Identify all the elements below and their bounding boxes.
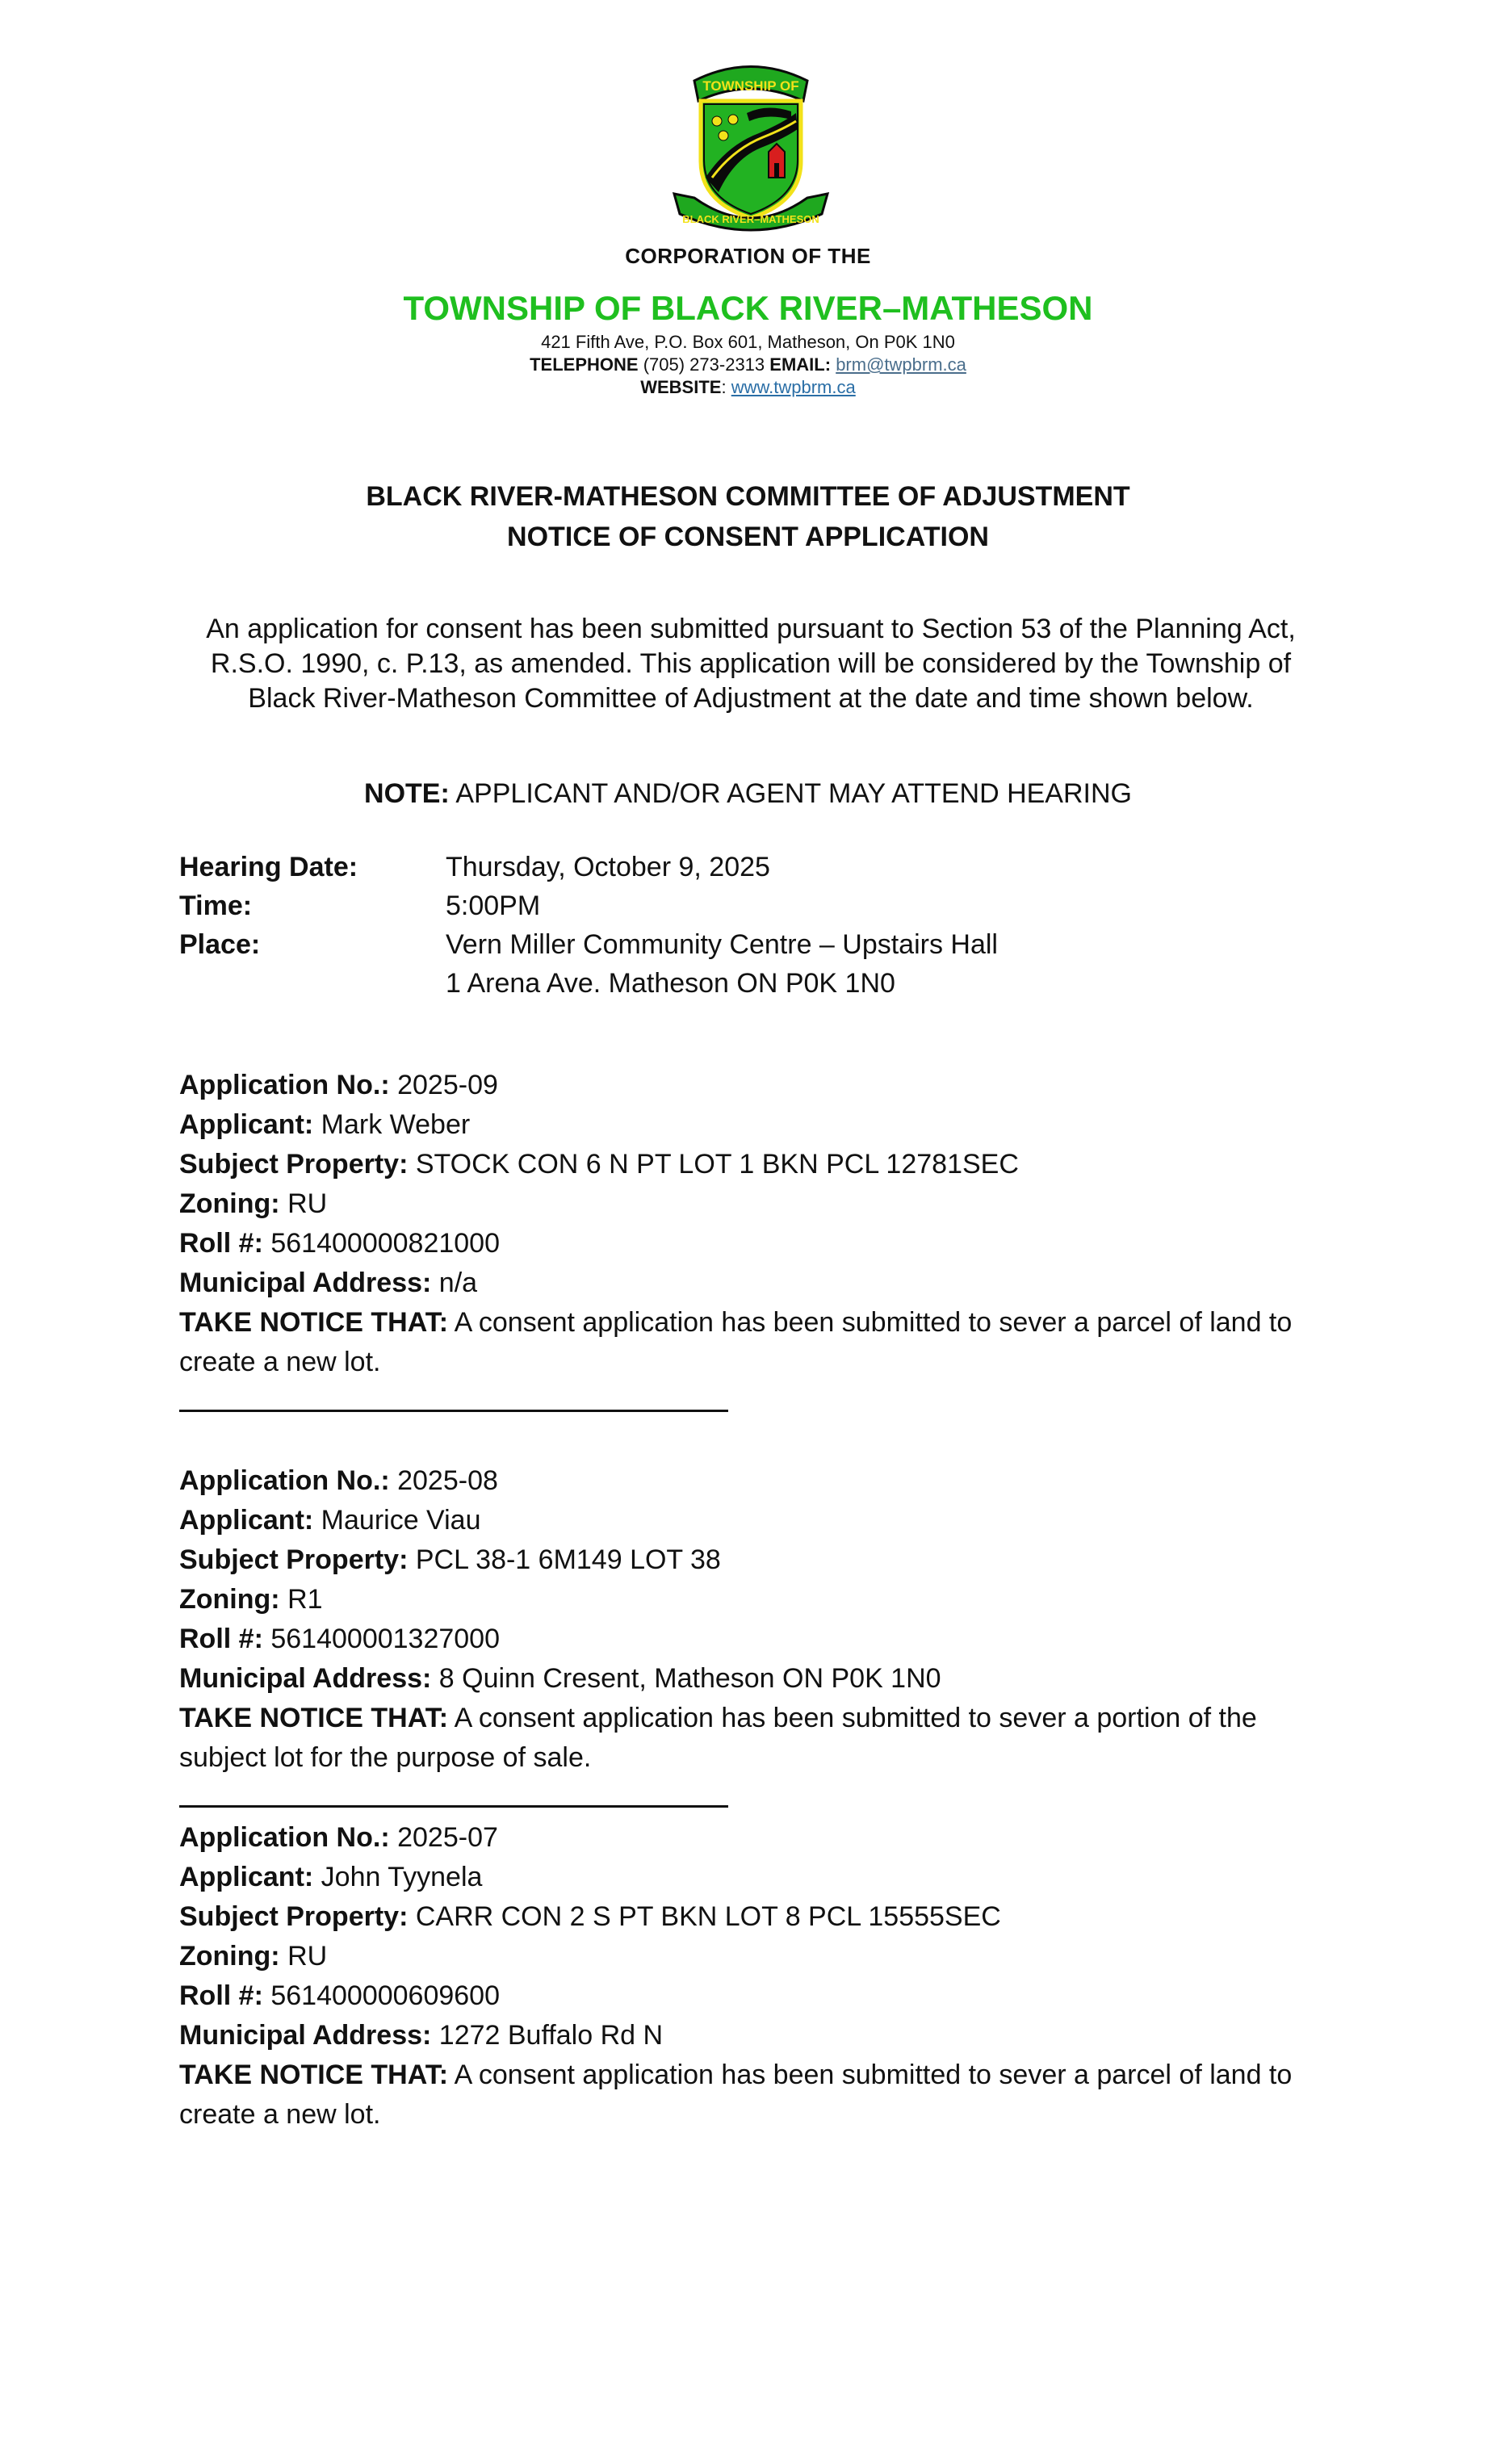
subject-property-label: Subject Property: — [179, 1544, 409, 1575]
application-number: 2025-07 — [397, 1822, 498, 1853]
applicant-name: Mark Weber — [321, 1109, 471, 1140]
take-notice-label: TAKE NOTICE THAT: — [179, 2060, 449, 2090]
note-label: NOTE: — [364, 778, 450, 809]
roll-value: 561400000821000 — [270, 1228, 500, 1259]
subject-property-line — [179, 1897, 1326, 1937]
applicant-name: John Tyynela — [321, 1862, 483, 1892]
email-link[interactable]: brm@twpbrm.ca — [836, 354, 966, 375]
subject-property-label: Subject Property: — [179, 1901, 409, 1932]
application-block — [179, 1066, 1326, 1382]
website-label: WEBSITE — [640, 377, 722, 397]
application-block — [179, 1461, 1326, 1778]
municipal-address-line — [179, 1263, 1326, 1303]
application-number: 2025-08 — [397, 1465, 498, 1496]
municipal-address-value: 1272 Buffalo Rd N — [438, 2020, 664, 2051]
take-notice-paragraph — [179, 1303, 1326, 1382]
zoning-value: RU — [287, 1941, 328, 1972]
township-title: TOWNSHIP OF BLACK RIVER–MATHESON — [403, 289, 1093, 327]
application-number-label: Application No.: — [179, 1465, 390, 1496]
take-notice-text: A consent application has been submitted to sever a parcel of land to create a new lot. — [179, 2060, 1293, 2130]
application-number: 2025-09 — [397, 1070, 498, 1100]
zoning-label: Zoning: — [179, 1188, 280, 1219]
application-number-label: Application No.: — [179, 1822, 390, 1853]
township-crest-logo — [670, 57, 832, 234]
applicant-label: Applicant: — [179, 1862, 314, 1892]
roll-label: Roll #: — [179, 1228, 263, 1259]
notice-heading: NOTICE OF CONSENT APPLICATION — [507, 522, 989, 552]
subject-property-value: STOCK CON 6 N PT LOT 1 BKN PCL 12781SEC — [415, 1149, 1019, 1180]
roll-line — [179, 1224, 1326, 1263]
telephone-value: (705) 273-2313 — [643, 354, 765, 375]
applicant-label: Applicant: — [179, 1505, 314, 1536]
hearing-place-label: Place: — [179, 929, 261, 960]
applicant-line — [179, 1858, 1326, 1897]
address-line — [0, 331, 1496, 354]
application-number-line — [179, 1066, 1326, 1105]
roll-value: 561400001327000 — [270, 1624, 500, 1654]
application-block — [179, 1818, 1326, 2135]
telephone-label: TELEPHONE — [530, 354, 639, 375]
website-line: WEBSITE: www.twpbrm.ca — [640, 377, 856, 397]
address-text: 421 Fifth Ave, P.O. Box 601, Matheson, On P0K 1N0 — [541, 332, 955, 352]
application-number-line — [179, 1461, 1326, 1501]
crest-banner-bottom-text: BLACK RIVER–MATHESON — [682, 213, 819, 225]
municipal-address-label: Municipal Address: — [179, 2020, 432, 2051]
applicant-line — [179, 1105, 1326, 1145]
zoning-line — [179, 1184, 1326, 1224]
hearing-date-value: Thursday, October 9, 2025 — [446, 852, 770, 882]
hearing-time-label: Time: — [179, 890, 253, 921]
contact-line: TELEPHONE (705) 273-2313 EMAIL: brm@twpbrm.ca — [530, 354, 966, 375]
applicant-line — [179, 1501, 1326, 1540]
application-number-label: Application No.: — [179, 1070, 390, 1100]
take-notice-paragraph — [179, 1699, 1326, 1778]
take-notice-text: A consent application has been submitted to sever a parcel of land to create a new lot. — [179, 1307, 1293, 1377]
municipal-address-line — [179, 2016, 1326, 2055]
roll-line — [179, 1620, 1326, 1659]
zoning-label: Zoning: — [179, 1941, 280, 1972]
roll-label: Roll #: — [179, 1980, 263, 2011]
municipal-address-label: Municipal Address: — [179, 1268, 432, 1298]
roll-line — [179, 1976, 1326, 2016]
divider-rule — [179, 1410, 728, 1412]
email-label: EMAIL — [769, 354, 825, 375]
zoning-value: RU — [287, 1188, 328, 1219]
municipal-address-value: n/a — [438, 1268, 478, 1298]
municipal-address-label: Municipal Address: — [179, 1663, 432, 1694]
roll-label: Roll #: — [179, 1624, 263, 1654]
subject-property-line — [179, 1145, 1326, 1184]
application-number-line — [179, 1818, 1326, 1858]
municipal-address-value: 8 Quinn Cresent, Matheson ON P0K 1N0 — [438, 1663, 941, 1694]
take-notice-text: A consent application has been submitted to sever a portion of the subject lot for the purpose of sale. — [179, 1703, 1257, 1773]
subject-property-value: CARR CON 2 S PT BKN LOT 8 PCL 15555SEC — [415, 1901, 1001, 1932]
zoning-line — [179, 1580, 1326, 1620]
zoning-line — [179, 1937, 1326, 1976]
applicant-label: Applicant: — [179, 1109, 314, 1140]
subject-property-label: Subject Property: — [179, 1149, 409, 1180]
zoning-label: Zoning: — [179, 1584, 280, 1615]
divider-rule — [179, 1805, 728, 1808]
committee-heading: BLACK RIVER-MATHESON COMMITTEE OF ADJUSTMENT — [366, 481, 1130, 512]
zoning-value: R1 — [287, 1584, 323, 1615]
municipal-address-line — [179, 1659, 1326, 1699]
website-link[interactable]: www.twpbrm.ca — [731, 377, 856, 397]
crest-banner-top-text: TOWNSHIP OF — [702, 78, 799, 94]
intro-paragraph: An application for consent has been submitted pursuant to Section 53 of the Planning Act, R.S.O. 1990, c. P.13, as amended. This application will be considered by the Township of Black River-Matheson Committee of Adjustment at the date and time shown below. — [206, 614, 1296, 714]
note-text: APPLICANT AND/OR AGENT MAY ATTEND HEARING — [455, 778, 1132, 809]
hearing-place-line2: 1 Arena Ave. Matheson ON P0K 1N0 — [446, 968, 895, 999]
corporation-line: CORPORATION OF THE — [625, 244, 871, 268]
hearing-place-line1: Vern Miller Community Centre – Upstairs Hall — [446, 929, 998, 960]
roll-value: 561400000609600 — [270, 1980, 500, 2011]
note-line — [0, 777, 1496, 811]
take-notice-label: TAKE NOTICE THAT: — [179, 1307, 449, 1338]
subject-property-value: PCL 38-1 6M149 LOT 38 — [415, 1544, 721, 1575]
hearing-date-label: Hearing Date: — [179, 852, 358, 882]
applicant-name: Maurice Viau — [321, 1505, 481, 1536]
hearing-time-value: 5:00PM — [446, 890, 541, 921]
take-notice-label: TAKE NOTICE THAT: — [179, 1703, 449, 1733]
take-notice-paragraph — [179, 2055, 1326, 2135]
subject-property-line — [179, 1540, 1326, 1580]
